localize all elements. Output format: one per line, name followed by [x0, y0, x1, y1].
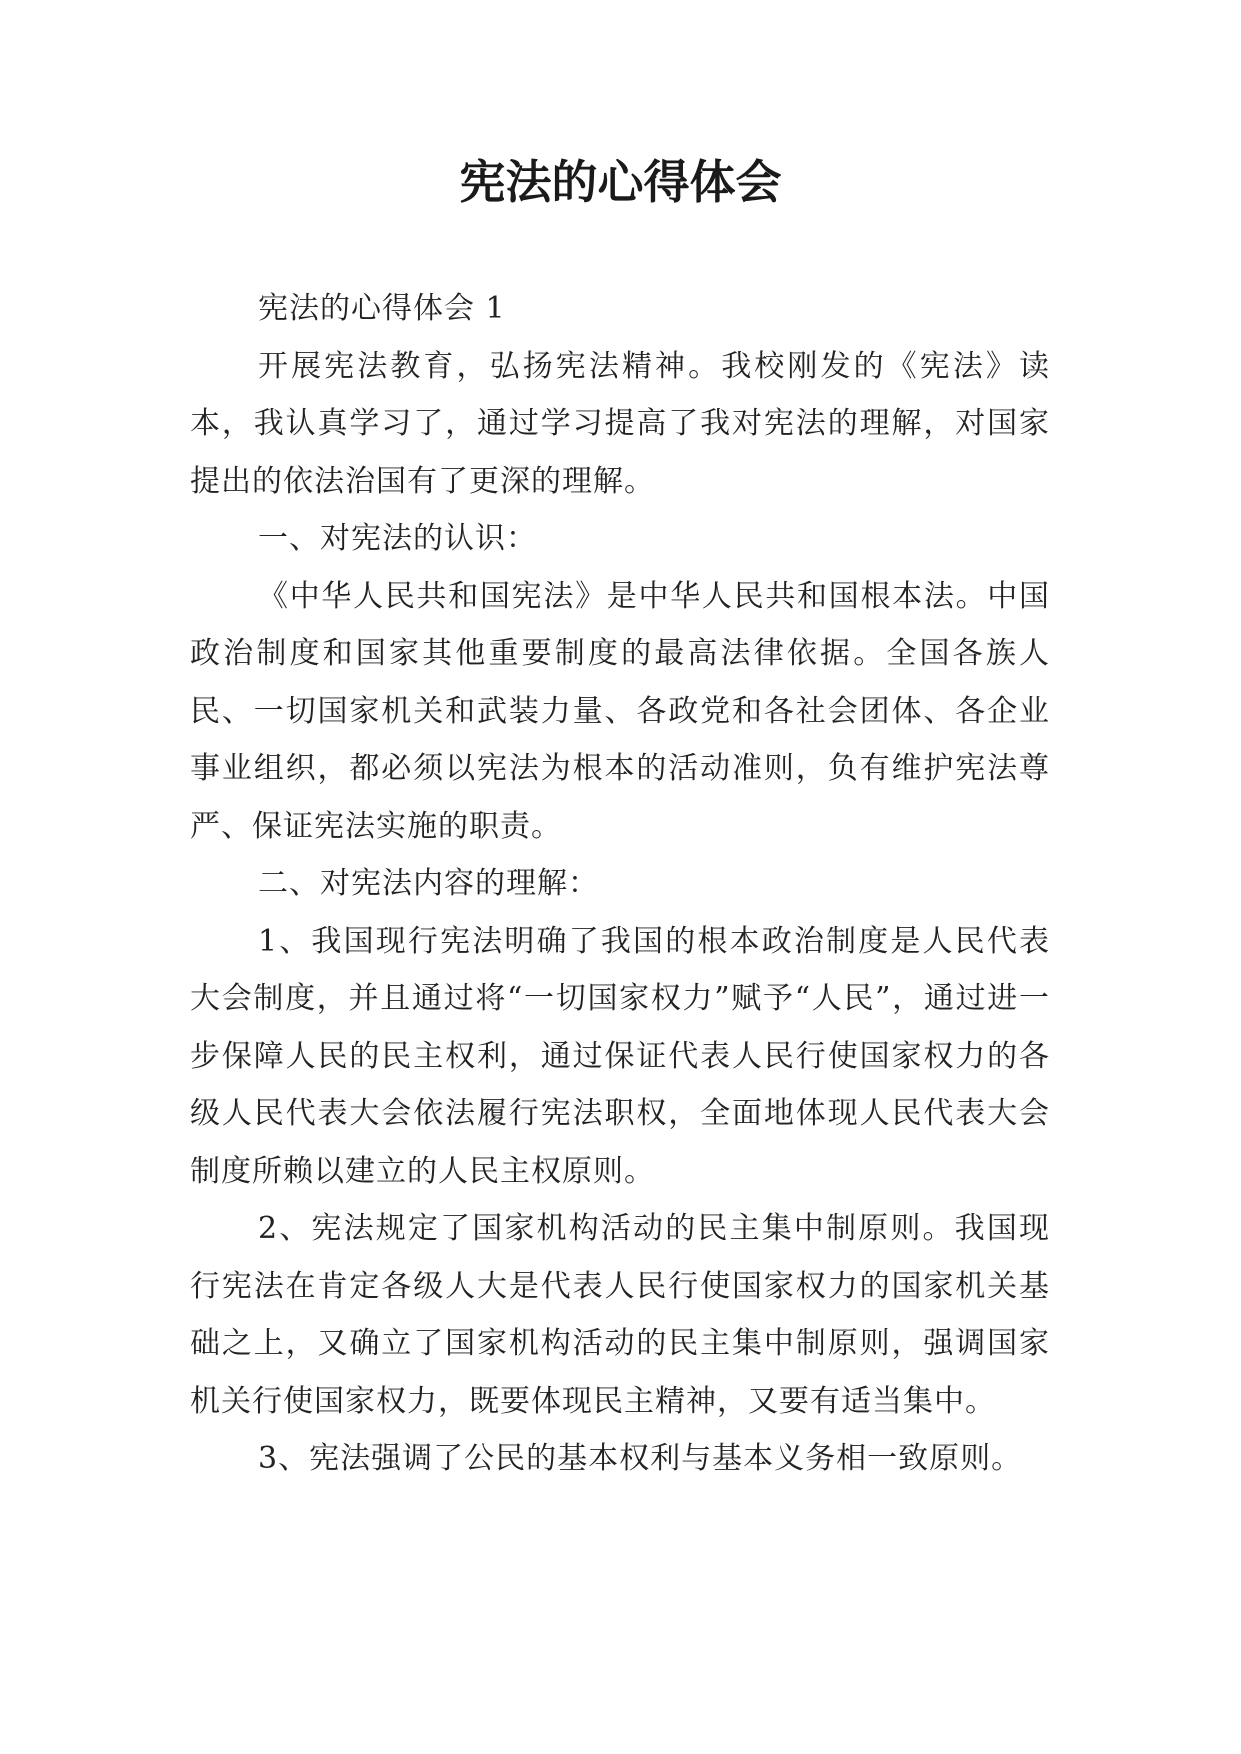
body-paragraph: 2、宪法规定了国家机构活动的民主集中制原则。我国现行宪法在肯定各级人大是代表人民行使国家权力的国家机关基础之上，又确立了国家机构活动的民主集中制原则，强调国家机关行使国家权力，既要体现民主精神，又要有适当集中。 [190, 1211, 1050, 1419]
document-title: 宪法的心得体会 [459, 155, 782, 209]
subsection-heading: 一、对宪法的认识： [258, 521, 537, 556]
body-paragraph: 1、我国现行宪法明确了我国的根本政治制度是人民代表大会制度，并且通过将“一切国家权力”赋予“人民”，通过进一步保障人民的民主权利，通过保证代表人民行使国家权力的各级人民代表大会依法履行宪法职权，全面地体现人民代表大会制度所赖以建立的人民主权原则。 [190, 923, 1050, 1189]
body-paragraph: 3、宪法强调了公民的基本权利与基本义务相一致原则。 [258, 1441, 1023, 1476]
body-paragraph: 《中华人民共和国宪法》是中华人民共和国根本法。中国政治制度和国家其他重要制度的最高法律依据。全国各族人民、一切国家机关和武装力量、各政党和各社会团体、各企业事业组织，都必须以宪法为根本的活动准则，负有维护宪法尊严、保证宪法实施的职责。 [190, 578, 1050, 844]
document-body [190, 280, 1050, 1488]
body-paragraph: 开展宪法教育，弘扬宪法精神。我校刚发的《宪法》读本，我认真学习了，通过学习提高了我对宪法的理解，对国家提出的依法治国有了更深的理解。 [190, 348, 1050, 499]
subsection-heading: 二、对宪法内容的理解： [258, 866, 599, 901]
section-heading: 宪法的心得体会 1 [258, 291, 506, 326]
